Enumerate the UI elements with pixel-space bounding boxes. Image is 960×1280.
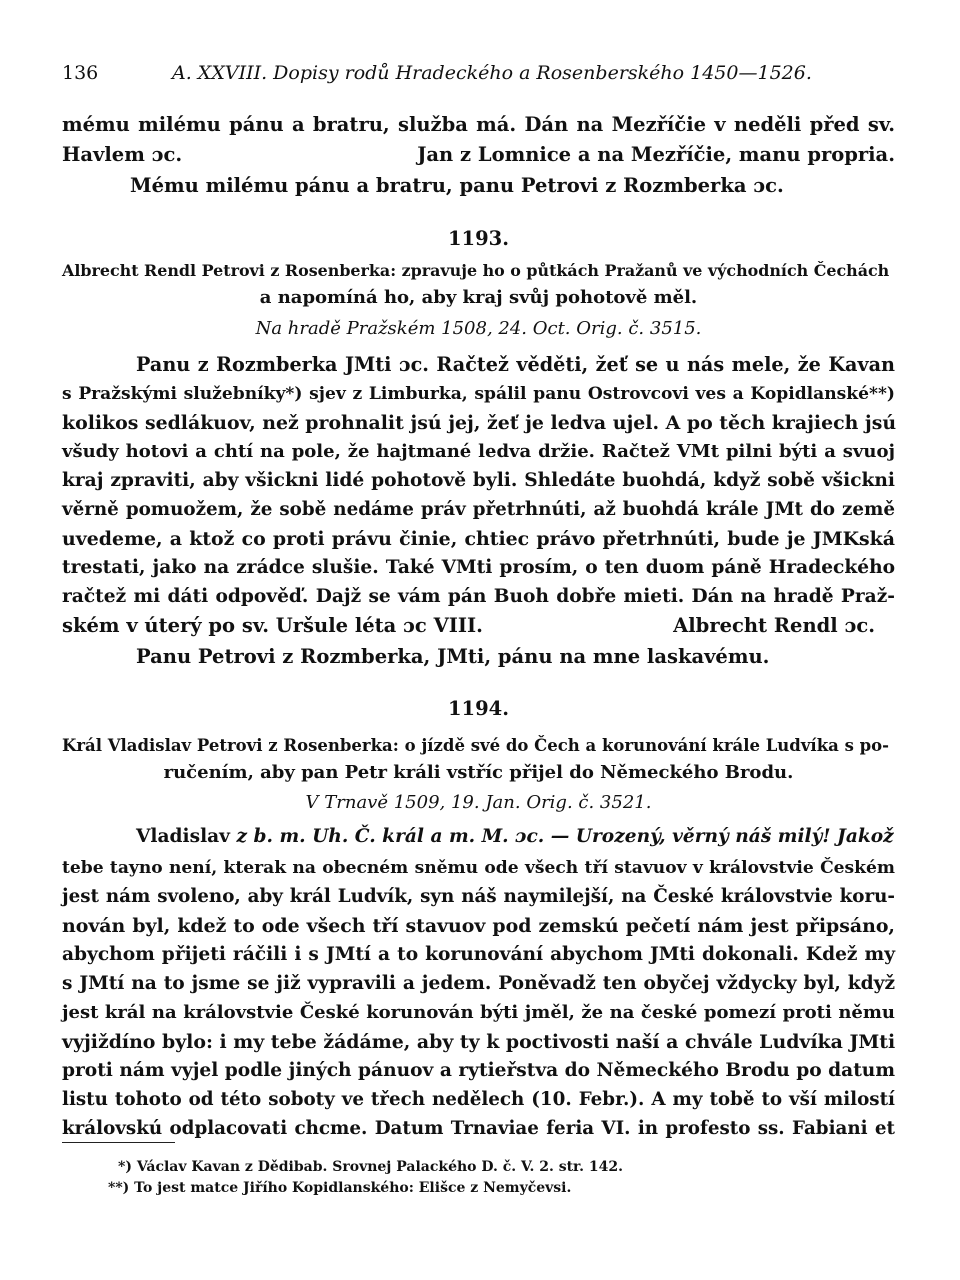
summary-line: Albrecht Rendl Petrovi z Rosenberka: zpravuje ho o půtkách Pražanů ve východních Čechách — [62, 261, 890, 280]
source-line: Na hradě Pražském 1508, 24. Oct. Orig. č. 3515. — [255, 318, 702, 339]
body-line: vyjiždíno bylo: i my tebe žádáme, aby ty k poctivosti naší a chvále Ludvíka JMti — [62, 1031, 896, 1053]
source-line: V Trnavě 1509, 19. Jan. Orig. č. 3521. — [305, 792, 652, 813]
body-line: nován byl, kdež to ode všech tří stavuov pod zemskú pečetí nám jest připsáno, — [62, 915, 895, 937]
body-line: listu tohoto od této soboty ve třech nedělech (10. Febr.). A my tobě to vší milostí — [62, 1089, 895, 1110]
body-line: proti nám vyjel podle jiných pánuov a rytieřstva do Německého Brodu po datum — [62, 1060, 895, 1081]
footnote-rule — [62, 1142, 175, 1143]
body-line: s Pražskými služebníky*) sjev z Limburka, spálil panu Ostrovcovi ves a Kopidlanské**) — [62, 384, 895, 404]
letter-number: 1193. — [447, 227, 510, 250]
salutation-line — [136, 823, 895, 851]
summary-line: ručením, aby pan Petr králi vstříc přijel do Německého Brodu. — [163, 762, 794, 783]
body-line: kolikos sedlákuov, než prohnalit jsú jej, žeť je ledva ujel. A po těch krajiech jsú — [62, 412, 897, 434]
signature: Albrecht Rendl ɔc. — [673, 614, 875, 637]
body-line: Panu z Rozmberka JMti ɔc. Račtež věděti, žeť se u nás mele, že Kavan — [136, 353, 895, 376]
page-header — [62, 60, 895, 86]
address-line: Panu Petrovi z Rozmberka, JMti, pánu na mne laskavému. — [136, 645, 770, 668]
body-line: mému milému pánu a bratru, služba má. Dán na Mezříčie v neděli před sv. — [62, 113, 895, 136]
salutation-title: z b. m. Uh. Č. král a m. M. ɔc. — Urozený, věrný náš milý! Jakož — [236, 826, 894, 847]
summary-line: a napomíná ho, aby kraj svůj pohotově měl. — [259, 287, 698, 308]
body-line: s JMtí na to jsme se již vypravili a jedem. Poněvadž ten obyčej vždycky byl, když — [62, 973, 895, 994]
body-line: královskú odplacovati chcme. Datum Trnaviae feria VI. in profesto ss. Fabiani et — [62, 1118, 895, 1139]
footnote: **) To jest matce Jiřího Kopidlanského: Elišce z Nemyčevsi. — [108, 1180, 572, 1196]
body-line: tebe tayno není, kterak na obecném sněmu ode všech tří stavuov v královstvie Českém — [62, 858, 895, 878]
body-line — [62, 613, 895, 639]
body-line-part: Havlem ɔc. — [62, 143, 183, 166]
page-number: 136 — [62, 62, 99, 84]
body-line: všudy hotovi a chtí na pole, že hajtmané ledva držie. Račtež VMt pilni býti a svuoj — [62, 441, 895, 462]
body-line: věrně pomuožem, že sobě nedáme práv přetrhnúti, až buohdá krále JMt do země — [62, 499, 895, 520]
body-line: uvedeme, a ktož co proti právu činie, chtiec právo přetrhnúti, bude je JMKská — [62, 528, 895, 550]
body-line-part: ském v úterý po sv. Uršule léta ɔc VIII. — [62, 614, 483, 637]
body-line: jest král na královstvie České korunován býti jměl, že na české pomezí proti němu — [62, 1002, 895, 1023]
letter-number: 1194. — [447, 697, 510, 720]
salutation-name: Vladislav — [136, 826, 230, 847]
body-line: račtež mi dáti odpověď. Dajž se vám pán Buoh dobře mieti. Dán na hradě Praž- — [62, 586, 895, 607]
address-line: Mému milému pánu a bratru, panu Petrovi z Rozmberka ɔc. — [130, 174, 784, 197]
body-line — [62, 142, 895, 168]
body-line: trestati, jako na zrádce slušie. Také VMti prosím, o ten duom páně Hradeckého — [62, 557, 895, 578]
signature: Jan z Lomnice a na Mezříčie, manu propria. — [417, 143, 895, 166]
body-line: abychom přijeti ráčili i s JMtí a to korunování abychom JMti dokonali. Kdež my — [62, 944, 895, 965]
body-line: jest nám svoleno, aby král Ludvík, syn náš naymilejší, na České královstvie koru- — [62, 886, 895, 907]
summary-line: Král Vladislav Petrovi z Rosenberka: o jízdě své do Čech a korunování krále Ludvíka s po- — [62, 736, 889, 755]
footnote: *) Václav Kavan z Dědibab. Srovnej Palackého D. č. V. 2. str. 142. — [118, 1159, 623, 1175]
running-title: A. XXVIII. Dopisy rodů Hradeckého a Rosenberského 1450—1526. — [172, 62, 812, 84]
body-line: kraj zpraviti, aby všickni lidé pohotově byli. Shledáte buohdá, když sobě všickni — [62, 470, 895, 491]
